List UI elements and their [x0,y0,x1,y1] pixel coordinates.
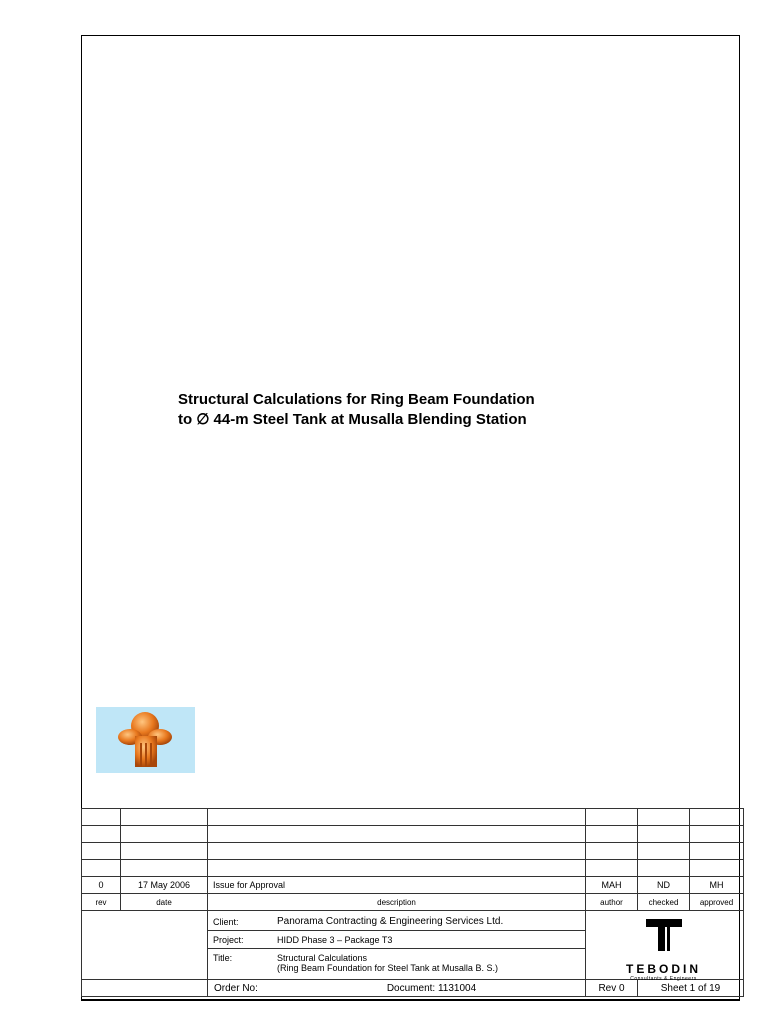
revision-header-row [82,894,744,911]
order-no-label: Order No: [214,982,258,994]
title-label: Title: [213,953,233,963]
header-date: date [121,894,208,911]
checked-cell: ND [638,877,690,894]
header-approved: approved [690,894,744,911]
header-rev: rev [82,894,121,911]
client-label: Client: [213,916,239,927]
tebodin-logo [586,913,741,983]
header-description: description [208,894,586,911]
company-tagline: Consultants & Engineers [630,976,697,982]
document-title-line2: to ∅ 44-m Steel Tank at Musalla Blending Station [178,411,527,428]
sheet-number: Sheet 1 of 19 [638,980,744,997]
revision-row [82,877,744,894]
company-name: TEBODIN [626,962,701,976]
project-row [207,931,585,949]
document-title-line1: Structural Calculations for Ring Beam Foundation [178,391,535,408]
revision-row-empty [82,809,744,826]
revision-row-empty [82,826,744,843]
revision-row-empty [82,860,744,877]
date-cell: 17 May 2006 [121,877,208,894]
tebodin-t-icon [644,917,684,953]
document-number: Document: 1131004 [386,982,477,994]
client-logo [96,707,195,773]
description-cell: Issue for Approval [208,877,586,894]
title-value [277,953,585,973]
title-line1: Structural Calculations [277,953,368,963]
title-row [207,949,585,982]
client-value: Panorama Contracting & Engineering Services Ltd. [277,916,504,927]
header-checked: checked [638,894,690,911]
project-label: Project: [213,934,244,945]
project-value: HIDD Phase 3 – Package T3 [277,934,393,945]
revision-row-empty [82,843,744,860]
title-line2: (Ring Beam Foundation for Steel Tank at Musalla B. S.) [277,963,498,973]
author-cell: MAH [586,877,638,894]
info-block [207,913,585,982]
rev-number: Rev 0 [586,980,638,997]
header-author: author [586,894,638,911]
client-row [207,913,585,931]
document-title [178,390,535,430]
approved-cell: MH [690,877,744,894]
rev-cell: 0 [82,877,121,894]
client-logo-icon [96,707,195,773]
